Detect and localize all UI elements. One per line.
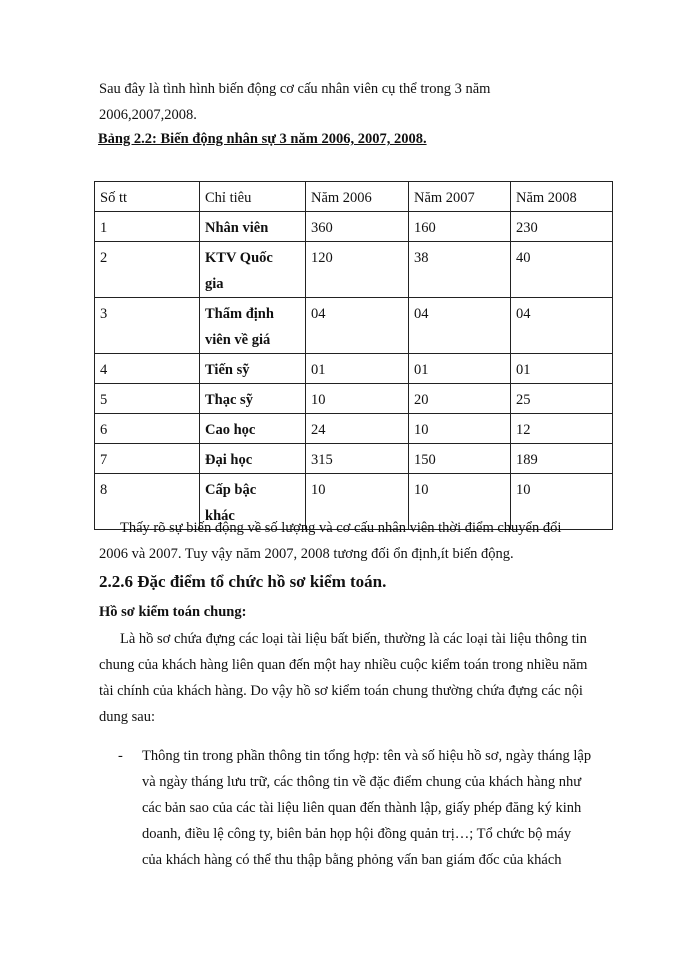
intro-line-2: 2006,2007,2008.: [99, 107, 197, 123]
cell-2008: 40: [511, 242, 613, 298]
bullet-line-5: của khách hàng có thể thu thập bằng phỏng vấn ban giám đốc của khách: [142, 852, 562, 868]
table-row: [95, 444, 613, 474]
header-cell: Số tt: [95, 182, 200, 212]
cell-label-line-1: KTV Quốc: [205, 250, 273, 266]
cell-2006: 315: [306, 444, 409, 474]
after-table-line-1: Thấy rõ sự biến động về số lượng và cơ cấu nhân viên thời điểm chuyển đổi: [120, 520, 562, 536]
cell-2006: 24: [306, 414, 409, 444]
cell-label-line-1: Cấp bậc: [205, 482, 257, 498]
cell-label-line-2: gia: [205, 276, 224, 292]
cell-stt: 3: [95, 298, 200, 354]
bullet-line-1: Thông tin trong phần thông tin tổng hợp: tên và số hiệu hồ sơ, ngày tháng lập: [142, 748, 592, 764]
cell-label-line-2: viên về giá: [205, 332, 271, 348]
personnel-table: [94, 181, 613, 530]
cell-2008: 12: [511, 414, 613, 444]
cell-2007: 01: [409, 354, 511, 384]
cell-stt: 2: [95, 242, 200, 298]
cell-stt: 1: [95, 212, 200, 242]
cell-label: Thạc sỹ: [200, 384, 306, 414]
cell-stt: 6: [95, 414, 200, 444]
cell-label-line-1: Thẩm định: [205, 306, 274, 322]
cell-2007: 10: [409, 414, 511, 444]
cell-2007: 38: [409, 242, 511, 298]
table-row: [95, 212, 613, 242]
after-table-line-2: 2006 và 2007. Tuy vậy năm 2007, 2008 tương đối ổn định,ít biến động.: [99, 546, 514, 562]
bullet-marker: -: [118, 748, 123, 764]
paragraph-line-1: Là hồ sơ chứa đựng các loại tài liệu bất biến, thường là các loại tài liệu thông tin: [120, 631, 587, 647]
cell-stt: 8: [95, 474, 200, 530]
cell-2007: 150: [409, 444, 511, 474]
table-header-row: [95, 182, 613, 212]
intro-line-1: Sau đây là tình hình biến động cơ cấu nhân viên cụ thể trong 3 năm: [99, 81, 491, 97]
cell-2006: 10: [306, 384, 409, 414]
cell-2008: 230: [511, 212, 613, 242]
cell-label: Đại học: [200, 444, 306, 474]
bullet-line-2: và ngày tháng lưu trữ, các thông tin về đặc điểm chung của khách hàng như: [142, 774, 582, 790]
table-row: [95, 354, 613, 384]
cell-2006: 04: [306, 298, 409, 354]
cell-2007: 10: [409, 474, 511, 530]
subheading: Hồ sơ kiểm toán chung:: [99, 604, 247, 620]
cell-2006: 120: [306, 242, 409, 298]
cell-2006: 01: [306, 354, 409, 384]
table-row: [95, 384, 613, 414]
cell-label: Cao học: [200, 414, 306, 444]
cell-stt: 7: [95, 444, 200, 474]
header-cell: Năm 2008: [511, 182, 613, 212]
table-caption: Bảng 2.2: Biến động nhân sự 3 năm 2006, 2007, 2008.: [98, 131, 427, 147]
cell-2008: 25: [511, 384, 613, 414]
cell-2007: 04: [409, 298, 511, 354]
cell-2008: 10: [511, 474, 613, 530]
paragraph-line-2: chung của khách hàng liên quan đến một hay nhiều cuộc kiểm toán trong nhiều năm: [99, 657, 588, 673]
cell-2006: 10: [306, 474, 409, 530]
table-row: [95, 242, 613, 298]
cell-2008: 01: [511, 354, 613, 384]
paragraph-line-3: tài chính của khách hàng. Do vậy hồ sơ kiểm toán chung thường chứa đựng các nội: [99, 683, 583, 699]
cell-2006: 360: [306, 212, 409, 242]
cell-2008: 189: [511, 444, 613, 474]
header-cell: Năm 2006: [306, 182, 409, 212]
paragraph-line-4: dung sau:: [99, 709, 155, 725]
header-cell: Năm 2007: [409, 182, 511, 212]
cell-label: Nhân viên: [200, 212, 306, 242]
cell-label-line-2: khác: [205, 508, 235, 524]
cell-stt: 4: [95, 354, 200, 384]
cell-stt: 5: [95, 384, 200, 414]
bullet-line-3: các bản sao của các tài liệu liên quan đến thành lập, giấy phép đăng ký kinh: [142, 800, 582, 816]
table-row: [95, 414, 613, 444]
bullet-line-4: doanh, điều lệ công ty, biên bản họp hội đồng quản trị…; Tổ chức bộ máy: [142, 826, 572, 842]
section-heading: 2.2.6 Đặc điểm tổ chức hồ sơ kiểm toán.: [99, 572, 387, 591]
cell-2007: 160: [409, 212, 511, 242]
header-cell: Chỉ tiêu: [200, 182, 306, 212]
cell-2008: 04: [511, 298, 613, 354]
cell-2007: 20: [409, 384, 511, 414]
cell-label: [200, 298, 306, 354]
cell-label: [200, 242, 306, 298]
table-row: [95, 298, 613, 354]
cell-label: Tiến sỹ: [200, 354, 306, 384]
